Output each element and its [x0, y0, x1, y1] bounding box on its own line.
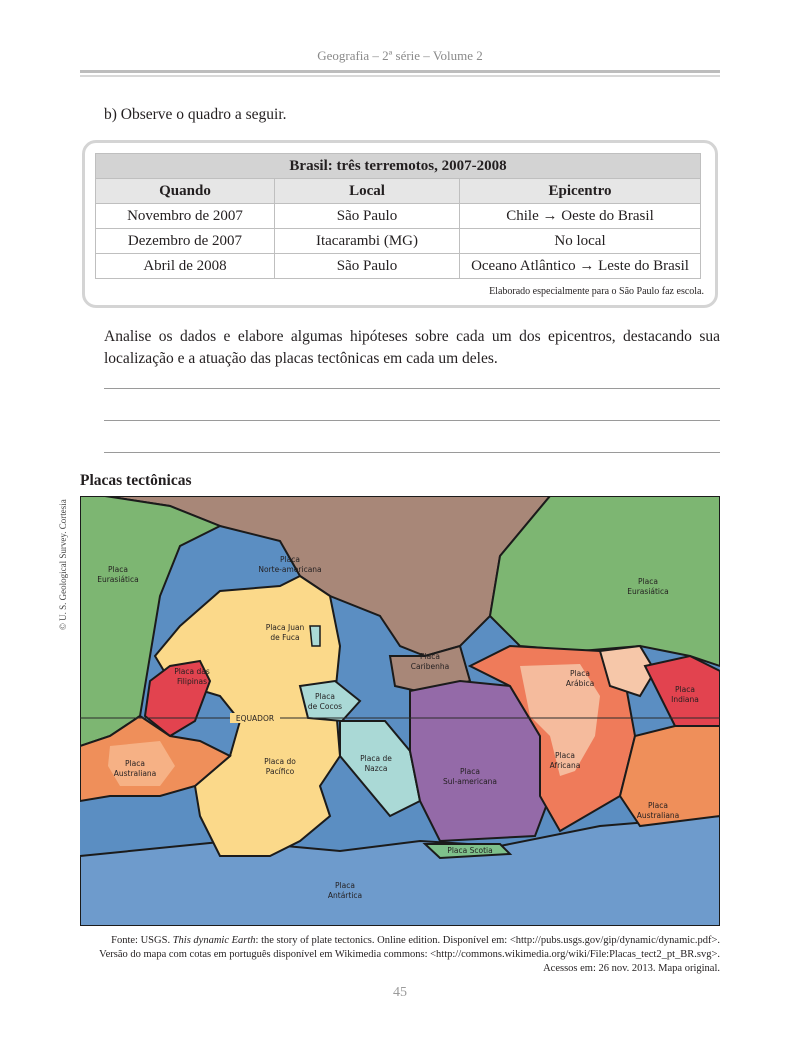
- label-australian-east-2: Australiana: [636, 811, 680, 820]
- label-north-america-1: Placa: [280, 555, 300, 564]
- table-cell: Abril de 2008: [96, 254, 275, 279]
- exercise-prompt: Analise os dados e elabore algumas hipóteses sobre cada um dos epicentros, destacando sua localização e a atuação das placas tectônicas em cada um deles.: [104, 328, 720, 367]
- column-header-epicentro: Epicentro: [460, 179, 701, 204]
- label-caribbean-2: Caribenha: [410, 662, 450, 671]
- label-african-2: Africana: [549, 761, 581, 770]
- table-cell: Dezembro de 2007: [96, 229, 275, 254]
- answer-line[interactable]: [104, 388, 720, 389]
- table-credit: Elaborado especialmente para o São Paulo faz escola.: [489, 286, 704, 297]
- label-antarctic-1: Placa: [335, 881, 355, 890]
- label-nazca-2: Nazca: [364, 764, 388, 773]
- plate-juan-de-fuca: [310, 626, 320, 646]
- label-indian-1: Placa: [675, 685, 695, 694]
- tectonic-plates-map: [80, 496, 720, 926]
- answer-line[interactable]: [104, 452, 720, 453]
- label-south-america-2: Sul-americana: [442, 777, 498, 786]
- map-title: Placas tectônicas: [80, 472, 192, 489]
- label-eurasia-east-1: Placa: [638, 577, 658, 586]
- source-rest: : the story of plate tectonics. Online edition. Disponível em: <http://pubs.usgs.gov/gip/dynamic/dynamic.pdf>.: [255, 935, 720, 946]
- header-rule: [80, 70, 720, 73]
- source-prefix: Fonte: USGS.: [111, 935, 171, 946]
- label-eurasia-west-1: Placa: [108, 565, 128, 574]
- header-rule-thin: [80, 75, 720, 77]
- column-header-quando: Quando: [96, 179, 275, 204]
- label-south-america-1: Placa: [460, 767, 480, 776]
- label-antarctic-2: Antártica: [327, 891, 363, 900]
- label-eurasia-east-2: Eurasiática: [627, 587, 669, 596]
- table-cell: Novembro de 2007: [96, 204, 275, 229]
- running-header: Geografia – 2ª série – Volume 2: [317, 48, 483, 63]
- label-pacific-1: Placa do: [264, 757, 296, 766]
- table-cell: Itacarambi (MG): [275, 229, 460, 254]
- equator-label: EQUADOR: [235, 714, 275, 723]
- column-header-local: Local: [275, 179, 460, 204]
- map-source: [60, 934, 720, 976]
- source-line-3: Acessos em: 26 nov. 2013. Mapa original.: [543, 963, 720, 974]
- answer-line[interactable]: [104, 420, 720, 421]
- table-cell: Chile → Oeste do Brasil: [460, 204, 701, 229]
- table-cell: São Paulo: [275, 204, 460, 229]
- label-australian-west-2: Australiana: [113, 769, 157, 778]
- label-australian-west-1: Placa: [125, 759, 145, 768]
- label-cocos-1: Placa: [315, 692, 335, 701]
- label-juan-de-fuca-2: de Fuca: [270, 633, 300, 642]
- label-australian-east-1: Placa: [648, 801, 668, 810]
- source-line-1: [60, 934, 720, 948]
- page-number: 45: [393, 985, 407, 1000]
- label-caribbean-1: Placa: [420, 652, 440, 661]
- table-cell: No local: [460, 229, 701, 254]
- label-scotia: Placa Scotia: [447, 846, 493, 855]
- label-north-america-2: Norte-americana: [258, 565, 322, 574]
- label-arabian-1: Placa: [570, 669, 590, 678]
- table-cell: Oceano Atlântico → Leste do Brasil: [460, 254, 701, 279]
- map-copyright: © U. S. Geological Survey. Cortesia: [58, 499, 68, 630]
- label-indian-2: Indiana: [671, 695, 699, 704]
- source-line-2: Versão do mapa com cotas em português disponível em Wikimedia commons: <http://commons.wikimedia.org/wiki/File:Placas_tect2_pt_BR.svg>.: [99, 949, 720, 960]
- table-row: [96, 229, 701, 254]
- earthquake-table: [95, 153, 701, 279]
- label-philippine-2: Filipinas: [176, 677, 208, 686]
- label-nazca-1: Placa de: [360, 754, 392, 763]
- label-eurasia-west-2: Eurasiática: [97, 575, 139, 584]
- label-pacific-2: Pacífico: [265, 767, 295, 776]
- source-title: This dynamic Earth: [172, 935, 256, 946]
- label-african-1: Placa: [555, 751, 575, 760]
- table-row: [96, 204, 701, 229]
- label-arabian-2: Arábica: [565, 679, 595, 688]
- table-row: [96, 254, 701, 279]
- label-cocos-2: de Cocos: [307, 702, 343, 711]
- label-juan-de-fuca-1: Placa Juan: [265, 623, 305, 632]
- table-cell: São Paulo: [275, 254, 460, 279]
- question-label: b) Observe o quadro a seguir.: [104, 106, 287, 123]
- table-title: Brasil: três terremotos, 2007-2008: [96, 154, 701, 179]
- label-philippine-1: Placa das: [174, 667, 210, 676]
